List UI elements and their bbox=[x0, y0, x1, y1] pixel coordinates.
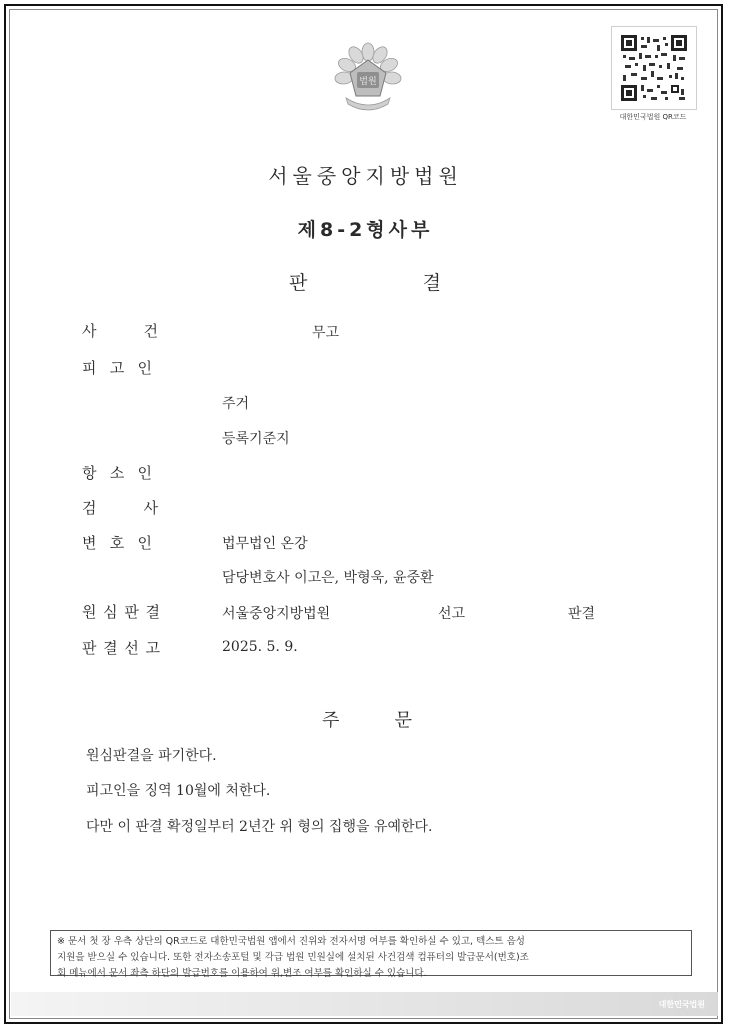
label-char: 인 bbox=[137, 534, 152, 552]
label-char: 변 bbox=[82, 534, 97, 552]
registered-domicile-label: 등록기준지 bbox=[222, 431, 290, 447]
counsel-label bbox=[82, 532, 152, 553]
court-name: 서울중앙지방법원 bbox=[268, 164, 463, 188]
appellant-label bbox=[82, 462, 152, 483]
label-char: 인 bbox=[137, 359, 152, 377]
judgment-date-value: 2025. 5. 9. bbox=[222, 639, 298, 655]
order-heading-part: 문 bbox=[394, 710, 412, 731]
label-char: 고 bbox=[145, 639, 160, 657]
original-judgment-court: 서울중앙지방법원 bbox=[222, 606, 331, 622]
original-judgment-type: 판결 bbox=[568, 606, 596, 622]
defendant-label bbox=[82, 357, 152, 378]
notice-line: 회 메뉴에서 문서 좌측 하단의 발급번호를 이용하여 위,변조 여부를 확인하실 수 있습니다. bbox=[57, 968, 427, 979]
address-label: 주거 bbox=[222, 396, 250, 412]
label-char: 소 bbox=[109, 464, 125, 482]
label-char: 원 bbox=[82, 603, 97, 621]
verification-notice bbox=[50, 930, 692, 979]
label-char: 선 bbox=[124, 639, 139, 657]
qr-code-label: 대한민국법원 QR코드 bbox=[619, 113, 687, 121]
label-char: 검 bbox=[82, 499, 97, 517]
label-char: 사 bbox=[82, 322, 97, 340]
document-title-part: 판 bbox=[289, 272, 308, 294]
order-line: 다만 이 판결 확정일부터 2년간 위 형의 집행을 유예한다. bbox=[86, 819, 433, 835]
order-heading-part: 주 bbox=[322, 710, 340, 731]
order-line: 피고인을 징역 10월에 처한다. bbox=[86, 783, 271, 799]
label-char: 항 bbox=[82, 464, 97, 482]
footer-band bbox=[11, 992, 718, 1016]
label-char: 건 bbox=[143, 322, 158, 340]
court-division: 제8-2형사부 bbox=[297, 219, 434, 241]
label-char: 피 bbox=[82, 359, 97, 377]
label-char: 호 bbox=[109, 534, 125, 552]
label-char: 심 bbox=[103, 603, 118, 621]
label-char: 결 bbox=[145, 603, 160, 621]
case-value: 무고 bbox=[312, 325, 340, 341]
court-emblem bbox=[328, 40, 408, 120]
order-heading bbox=[322, 706, 412, 732]
document-title bbox=[289, 268, 441, 295]
court-emblem-icon bbox=[328, 40, 408, 120]
label-char: 판 bbox=[82, 639, 97, 657]
label-char: 사 bbox=[143, 499, 158, 517]
label-char: 판 bbox=[124, 603, 139, 621]
judgment-date-label bbox=[82, 637, 160, 658]
document-title-part: 결 bbox=[422, 272, 441, 294]
label-char: 인 bbox=[137, 464, 152, 482]
label-char: 결 bbox=[103, 639, 118, 657]
case-label bbox=[82, 320, 158, 341]
original-judgment-label bbox=[82, 601, 160, 622]
notice-line: ※ 문서 첫 장 우측 상단의 QR코드로 대한민국법원 앱에서 진위와 전자서명 여부를 확인하실 수 있고, 텍스트 음성 bbox=[57, 936, 525, 947]
qr-code[interactable] bbox=[611, 26, 697, 110]
order-line: 원심판결을 파기한다. bbox=[86, 748, 217, 764]
label-char: 고 bbox=[109, 359, 125, 377]
notice-line: 지원을 받으실 수 있습니다. 또한 전자소송포털 및 각급 법원 민원실에 설치된 사건검색 컴퓨터의 발급문서(번호)조 bbox=[57, 952, 529, 963]
prosecutor-label bbox=[82, 497, 158, 518]
original-judgment-sentenced: 선고 bbox=[438, 606, 466, 622]
qr-code-icon bbox=[621, 35, 687, 101]
footer-court-name: 대한민국법원 bbox=[658, 1000, 705, 1009]
emblem-text: 법원 bbox=[359, 77, 377, 87]
counsel-firm: 법무법인 온강 bbox=[222, 536, 308, 552]
counsel-attorneys: 담당변호사 이고은, 박형욱, 윤중환 bbox=[222, 570, 434, 586]
